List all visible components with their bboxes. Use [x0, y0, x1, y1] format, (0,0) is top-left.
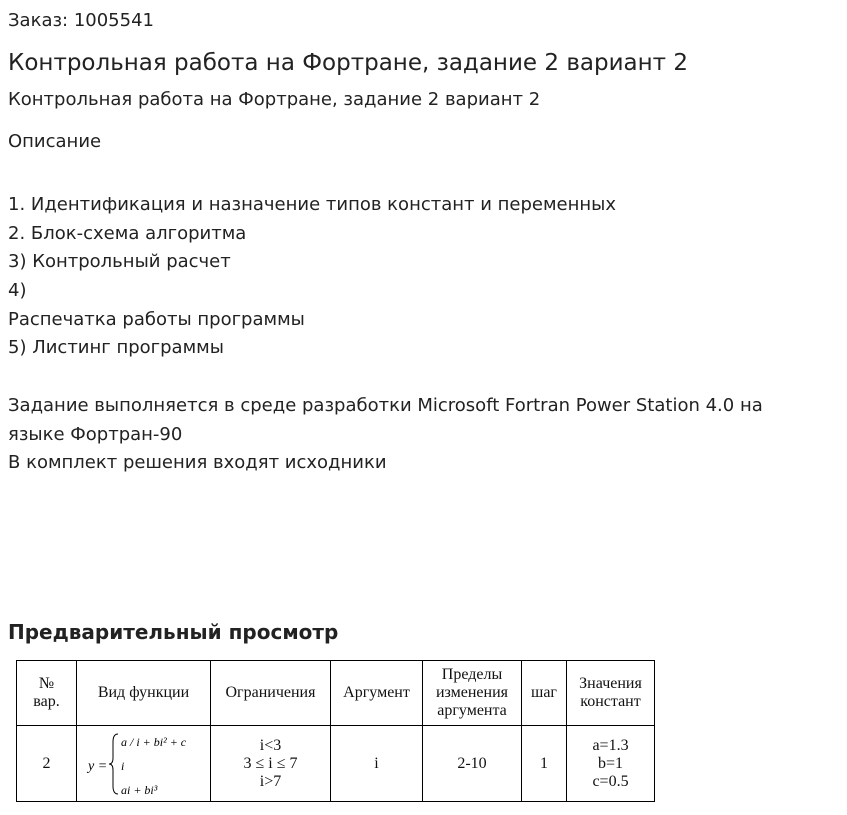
- formula-lhs: y =: [87, 758, 107, 774]
- const-line: b=1: [597, 754, 624, 772]
- brace-shape: [109, 734, 118, 794]
- cell-consts: [567, 726, 655, 802]
- page-title: Контрольная работа на Фортране, задание 2 вариант 2: [8, 50, 688, 76]
- cell-step: 1: [522, 726, 567, 802]
- cell-limits: 2-10: [423, 726, 522, 802]
- constraint-line: 3 ≤ i ≤ 7: [243, 754, 298, 772]
- formula-case-3: ai + bi³: [120, 782, 157, 797]
- description-heading: Описание: [8, 131, 102, 152]
- cell-argument: i: [331, 726, 423, 802]
- header-function: Вид функции: [77, 661, 211, 726]
- header-num: [17, 661, 77, 726]
- description-spacer: [8, 365, 828, 394]
- table-header-row: [17, 661, 655, 726]
- formula-case-1: a / i + bi² + c: [120, 734, 186, 749]
- description-line: 5) Листинг программы: [8, 337, 224, 359]
- description-body: [8, 193, 828, 480]
- description-line: 3) Контрольный расчет: [8, 251, 231, 273]
- header-limits-line: аргумента: [437, 702, 507, 719]
- page-subtitle: Контрольная работа на Фортране, задание 2 вариант 2: [8, 89, 541, 110]
- header-consts: [567, 661, 655, 726]
- table-row: [17, 726, 655, 802]
- formula-case-2: i: [120, 758, 124, 773]
- header-consts-line: Значения: [579, 675, 642, 692]
- cell-num: 2: [17, 726, 77, 802]
- preview-heading: Предварительный просмотр: [8, 620, 339, 644]
- cell-function: [77, 726, 211, 802]
- header-num-line: вар.: [33, 693, 60, 710]
- const-line: c=0.5: [592, 772, 629, 790]
- header-limits-line: изменения: [435, 684, 509, 701]
- description-line: В комплект решения входят исходники: [8, 452, 387, 474]
- piecewise-formula: [82, 728, 206, 800]
- header-argument: Аргумент: [331, 661, 423, 726]
- header-limits: [423, 661, 522, 726]
- order-number: Заказ: 1005541: [8, 10, 154, 31]
- header-num-line: №: [38, 675, 55, 692]
- description-line: 2. Блок-схема алгоритма: [8, 222, 247, 244]
- description-line: 1. Идентификация и назначение типов констант и переменных: [8, 194, 617, 215]
- constraint-line: i>7: [259, 772, 282, 790]
- description-line: Задание выполняется в среде разработки Microsoft Fortran Power Station 4.0 на: [8, 394, 763, 416]
- description-line: Распечатка работы программы: [8, 308, 305, 330]
- description-line: языке Фортран-90: [8, 423, 183, 445]
- header-limits-line: Пределы: [441, 666, 503, 683]
- description-line: 4): [8, 280, 27, 302]
- constraint-line: i<3: [259, 736, 282, 754]
- header-step: шаг: [522, 661, 567, 726]
- variant-table: [16, 660, 655, 802]
- header-constraints: Ограничения: [211, 661, 331, 726]
- header-consts-line: констант: [580, 693, 641, 710]
- cell-constraints: [211, 726, 331, 802]
- const-line: a=1.3: [592, 736, 629, 754]
